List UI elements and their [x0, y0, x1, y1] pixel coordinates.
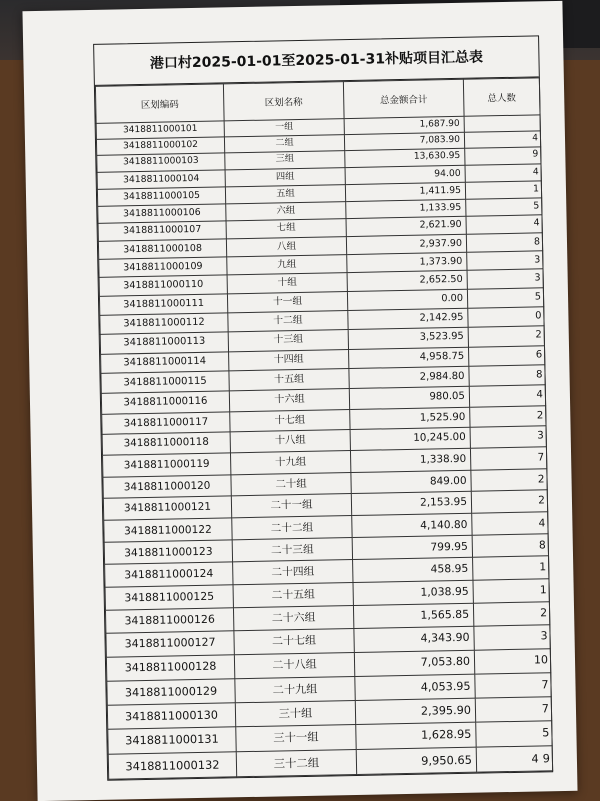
row-name: 二十七组 — [234, 629, 354, 655]
row-name: 二十组 — [231, 472, 351, 496]
row-people: 10 — [474, 649, 550, 674]
row-name: 三组 — [225, 151, 345, 170]
row-code: 3418811000120 — [103, 474, 231, 498]
row-name: 二十一组 — [231, 494, 351, 518]
row-amount: 1,133.95 — [346, 199, 466, 219]
row-code: 3418811000107 — [98, 221, 226, 241]
row-code: 3418811000119 — [103, 453, 231, 477]
row-people: 0 — [468, 307, 544, 328]
row-people: 4 — [472, 512, 548, 536]
row-people — [464, 115, 540, 132]
row-amount: 2,142.95 — [348, 308, 468, 329]
row-amount: 1,411.95 — [345, 182, 465, 201]
row-amount: 2,621.90 — [346, 217, 466, 237]
row-people: 4 — [465, 164, 541, 182]
row-code: 3418811000101 — [96, 121, 224, 139]
row-code: 3418811000115 — [101, 371, 229, 394]
row-amount: 3,523.95 — [348, 327, 468, 349]
row-name: 二十四组 — [233, 560, 353, 585]
row-code: 3418811000127 — [106, 631, 234, 657]
row-name: 二十二组 — [232, 515, 352, 539]
row-people: 4 — [464, 131, 540, 149]
document-title: 港口村2025-01-01至2025-01-31补贴项目汇总表 — [94, 36, 539, 86]
row-people: 2 — [468, 326, 544, 347]
row-people: 4 9 — [476, 746, 552, 772]
row-people: 3 — [474, 625, 550, 650]
row-name: 十九组 — [230, 451, 350, 475]
row-code: 3418811000102 — [96, 137, 224, 156]
row-name: 八组 — [226, 237, 346, 257]
row-people: 5 — [467, 288, 543, 308]
row-code: 3418811000113 — [100, 332, 228, 354]
row-code: 3418811000123 — [104, 540, 232, 565]
row-amount: 1,565.85 — [353, 603, 473, 629]
header-amount: 总金额合计 — [343, 79, 464, 118]
row-people: 1 — [465, 181, 541, 200]
row-code: 3418811000117 — [102, 412, 230, 435]
row-amount: 94.00 — [345, 165, 465, 184]
row-people: 3 — [470, 426, 546, 448]
row-name: 二组 — [224, 135, 344, 154]
row-name: 十七组 — [230, 409, 350, 432]
row-amount: 849.00 — [351, 470, 471, 494]
row-name: 五组 — [225, 184, 345, 203]
row-amount: 4,053.95 — [355, 674, 475, 700]
row-code: 3418811000122 — [104, 518, 232, 543]
row-name: 二十六组 — [233, 606, 353, 632]
table-body — [96, 115, 553, 779]
row-code: 3418811000118 — [102, 432, 230, 455]
row-code: 3418811000111 — [99, 294, 227, 315]
row-amount: 7,053.80 — [354, 650, 474, 676]
row-code: 3418811000116 — [101, 391, 229, 414]
row-people: 7 — [475, 672, 551, 698]
row-name: 十五组 — [229, 369, 349, 391]
row-name: 十八组 — [230, 430, 350, 453]
row-people: 1 — [473, 579, 549, 603]
row-amount: 1,525.90 — [350, 407, 470, 430]
row-people: 2 — [471, 468, 547, 491]
row-name: 十一组 — [227, 292, 347, 313]
row-people: 7 — [470, 447, 546, 470]
row-amount: 1,338.90 — [350, 449, 470, 473]
row-amount: 1,038.95 — [353, 580, 473, 605]
row-people: 3 — [467, 251, 543, 271]
header-code: 区划编码 — [95, 84, 224, 123]
row-name: 三十一组 — [236, 725, 356, 752]
row-name: 十组 — [227, 273, 347, 294]
row-name: 九组 — [227, 255, 347, 276]
summary-table — [95, 77, 553, 779]
row-code: 3418811000131 — [108, 727, 236, 754]
row-amount: 799.95 — [352, 535, 472, 560]
row-amount: 2,395.90 — [355, 698, 475, 725]
row-people: 4 — [469, 385, 545, 407]
row-code: 3418811000104 — [97, 170, 225, 189]
row-people: 2 — [470, 406, 546, 428]
row-people: 8 — [472, 534, 548, 558]
row-amount: 4,140.80 — [352, 513, 472, 537]
row-amount: 4,958.75 — [349, 347, 469, 369]
row-amount: 9,950.65 — [356, 747, 476, 774]
row-amount: 7,083.90 — [344, 132, 464, 151]
row-name: 十二组 — [228, 311, 348, 332]
row-people: 5 — [476, 721, 552, 747]
row-people: 8 — [469, 365, 545, 387]
row-amount: 1,687.90 — [344, 116, 464, 134]
row-amount: 2,153.95 — [351, 491, 471, 515]
row-name: 三十组 — [235, 700, 355, 727]
row-name: 十三组 — [228, 330, 348, 352]
row-code: 3418811000105 — [97, 187, 225, 207]
row-amount: 2,652.50 — [347, 271, 467, 292]
row-code: 3418811000106 — [98, 204, 226, 224]
row-people: 1 — [473, 556, 549, 580]
row-code: 3418811000126 — [105, 608, 233, 634]
row-code: 3418811000132 — [108, 752, 236, 779]
row-code: 3418811000124 — [105, 562, 233, 587]
row-people: 5 — [466, 198, 542, 217]
row-amount: 1,373.90 — [347, 252, 467, 273]
row-name: 三十二组 — [236, 749, 356, 776]
row-people: 9 — [465, 147, 541, 165]
row-amount: 2,984.80 — [349, 367, 469, 389]
row-people: 4 — [466, 215, 542, 234]
row-code: 3418811000109 — [99, 257, 227, 278]
header-name: 区划名称 — [223, 82, 344, 121]
row-name: 十四组 — [229, 349, 349, 371]
summary-table-frame — [93, 35, 553, 780]
row-amount: 13,630.95 — [345, 149, 465, 168]
header-people: 总人数 — [463, 78, 540, 116]
row-code: 3418811000128 — [106, 655, 234, 681]
row-name: 十六组 — [229, 389, 349, 412]
row-people: 8 — [466, 233, 542, 252]
row-people: 7 — [475, 697, 551, 723]
row-code: 3418811000114 — [101, 352, 229, 374]
row-name: 二十八组 — [234, 652, 354, 678]
row-code: 3418811000125 — [105, 585, 233, 610]
row-name: 二十五组 — [233, 583, 353, 608]
row-name: 二十九组 — [235, 676, 355, 702]
row-name: 二十三组 — [232, 538, 352, 563]
row-people: 2 — [471, 490, 547, 513]
row-amount: 1,628.95 — [356, 722, 476, 749]
row-amount: 4,343.90 — [354, 627, 474, 653]
row-code: 3418811000129 — [107, 679, 235, 706]
row-amount: 0.00 — [347, 289, 467, 310]
row-name: 一组 — [224, 119, 344, 137]
row-code: 3418811000121 — [103, 496, 231, 520]
row-name: 七组 — [226, 219, 346, 239]
row-amount: 10,245.00 — [350, 428, 470, 451]
row-name: 四组 — [225, 167, 345, 186]
row-code: 3418811000103 — [97, 153, 225, 172]
row-code: 3418811000110 — [99, 275, 227, 296]
row-people: 3 — [467, 269, 543, 289]
row-amount: 2,937.90 — [346, 234, 466, 254]
trailing-count: 9 — [542, 751, 551, 766]
row-code: 3418811000112 — [100, 313, 228, 335]
row-amount: 458.95 — [353, 558, 473, 583]
row-people: 2 — [473, 602, 549, 627]
row-people: 6 — [468, 345, 544, 366]
row-name: 六组 — [226, 201, 346, 221]
row-code: 3418811000108 — [98, 239, 226, 259]
row-amount: 980.05 — [349, 387, 469, 410]
paper-sheet — [22, 1, 577, 801]
row-code: 3418811000130 — [107, 703, 235, 730]
